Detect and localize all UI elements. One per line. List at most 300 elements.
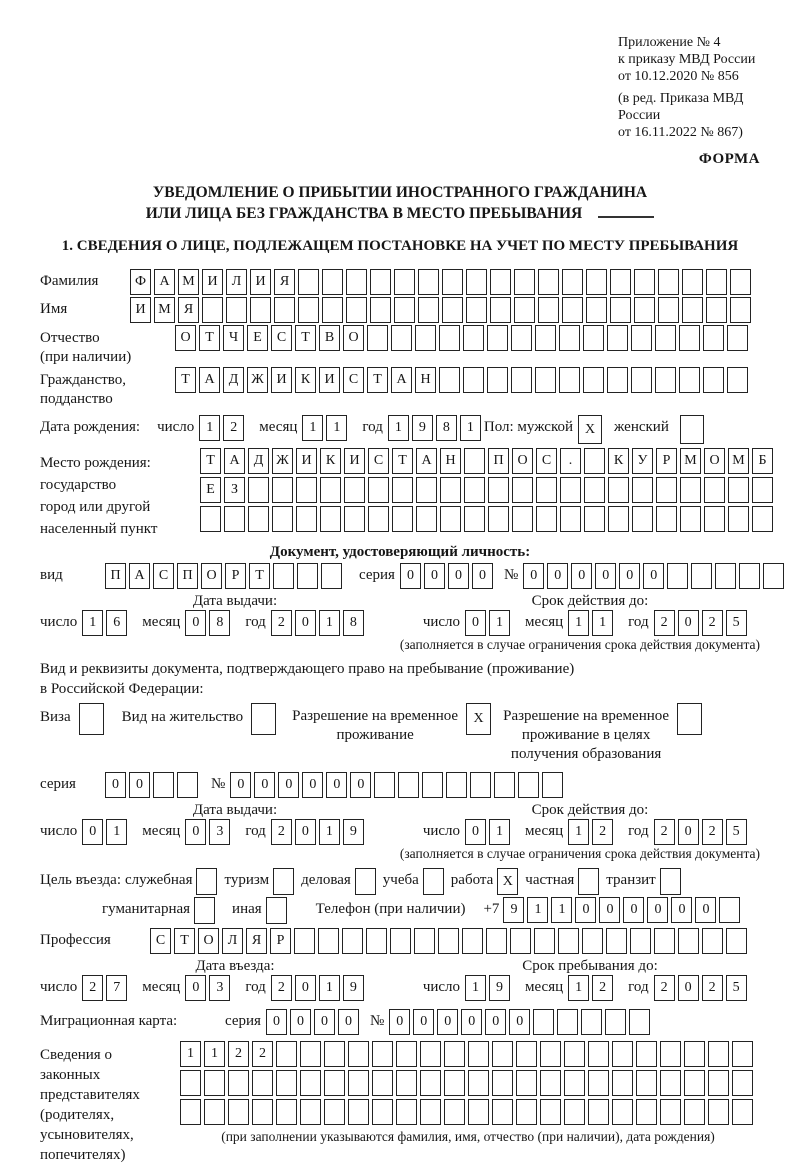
char-box[interactable] [516, 1041, 537, 1067]
char-box[interactable] [300, 1070, 321, 1096]
char-box[interactable] [715, 563, 736, 589]
char-box[interactable] [560, 477, 581, 503]
char-box[interactable]: П [177, 563, 198, 589]
char-box[interactable] [372, 1070, 393, 1096]
char-box[interactable]: 1 [302, 415, 323, 441]
char-box[interactable] [586, 297, 607, 323]
char-box[interactable] [538, 269, 559, 295]
char-box[interactable] [468, 1070, 489, 1096]
char-box[interactable] [492, 1070, 513, 1096]
char-box[interactable] [398, 772, 419, 798]
char-box[interactable]: 5 [726, 975, 747, 1001]
char-box[interactable]: 1 [82, 610, 103, 636]
char-box[interactable] [726, 928, 747, 954]
char-box[interactable] [730, 297, 751, 323]
char-box[interactable] [732, 1041, 753, 1067]
char-box[interactable] [487, 367, 508, 393]
char-box[interactable] [416, 477, 437, 503]
char-box[interactable] [533, 1009, 554, 1035]
char-box[interactable] [656, 506, 677, 532]
purpose-other-checkbox[interactable] [266, 897, 287, 924]
char-box[interactable]: 1 [489, 819, 510, 845]
char-box[interactable] [708, 1099, 729, 1125]
char-box[interactable] [228, 1070, 249, 1096]
char-box[interactable]: Р [225, 563, 246, 589]
char-box[interactable] [468, 1041, 489, 1067]
char-box[interactable]: 0 [671, 897, 692, 923]
char-box[interactable] [581, 1009, 602, 1035]
char-box[interactable]: 0 [485, 1009, 506, 1035]
char-box[interactable]: 0 [623, 897, 644, 923]
char-box[interactable] [582, 928, 603, 954]
char-box[interactable] [296, 506, 317, 532]
char-box[interactable]: 0 [185, 975, 206, 1001]
char-box[interactable] [636, 1041, 657, 1067]
char-box[interactable] [704, 506, 725, 532]
char-box[interactable] [557, 1009, 578, 1035]
char-box[interactable] [420, 1099, 441, 1125]
char-box[interactable]: И [250, 269, 271, 295]
char-box[interactable]: 0 [571, 563, 592, 589]
char-box[interactable]: Т [249, 563, 270, 589]
char-box[interactable]: В [319, 325, 340, 351]
char-box[interactable] [636, 1070, 657, 1096]
char-box[interactable]: И [202, 269, 223, 295]
char-box[interactable] [752, 506, 773, 532]
char-box[interactable] [204, 1070, 225, 1096]
char-box[interactable]: 1 [465, 975, 486, 1001]
char-box[interactable]: 0 [575, 897, 596, 923]
char-box[interactable] [510, 928, 531, 954]
char-box[interactable]: 2 [654, 610, 675, 636]
purpose-humanitarian-checkbox[interactable] [194, 897, 215, 924]
char-box[interactable] [684, 1070, 705, 1096]
char-box[interactable]: 0 [437, 1009, 458, 1035]
char-box[interactable]: С [153, 563, 174, 589]
char-box[interactable] [153, 772, 174, 798]
char-box[interactable] [560, 506, 581, 532]
char-box[interactable] [464, 506, 485, 532]
char-box[interactable] [763, 563, 784, 589]
char-box[interactable]: 9 [343, 975, 364, 1001]
char-box[interactable]: 2 [702, 610, 723, 636]
char-box[interactable]: 0 [290, 1009, 311, 1035]
char-box[interactable] [518, 772, 539, 798]
char-box[interactable] [584, 448, 605, 474]
char-box[interactable] [730, 269, 751, 295]
char-box[interactable] [583, 367, 604, 393]
char-box[interactable] [318, 928, 339, 954]
char-box[interactable] [684, 1041, 705, 1067]
char-box[interactable]: 8 [436, 415, 457, 441]
char-box[interactable] [708, 1041, 729, 1067]
char-box[interactable] [466, 269, 487, 295]
char-box[interactable]: 0 [465, 610, 486, 636]
char-box[interactable]: Б [752, 448, 773, 474]
char-box[interactable] [394, 297, 415, 323]
char-box[interactable]: 1 [326, 415, 347, 441]
char-box[interactable] [540, 1041, 561, 1067]
char-box[interactable] [610, 269, 631, 295]
char-box[interactable] [300, 1041, 321, 1067]
char-box[interactable] [535, 367, 556, 393]
char-box[interactable]: С [368, 448, 389, 474]
char-box[interactable] [463, 367, 484, 393]
char-box[interactable] [324, 1099, 345, 1125]
char-box[interactable]: О [512, 448, 533, 474]
char-box[interactable]: 0 [82, 819, 103, 845]
char-box[interactable] [344, 506, 365, 532]
char-box[interactable] [679, 325, 700, 351]
char-box[interactable] [667, 563, 688, 589]
char-box[interactable] [439, 325, 460, 351]
char-box[interactable] [463, 325, 484, 351]
char-box[interactable] [702, 928, 723, 954]
char-box[interactable]: И [130, 297, 151, 323]
char-box[interactable]: 1 [319, 610, 340, 636]
char-box[interactable] [368, 506, 389, 532]
char-box[interactable] [542, 772, 563, 798]
char-box[interactable] [180, 1070, 201, 1096]
char-box[interactable] [511, 325, 532, 351]
char-box[interactable]: 0 [413, 1009, 434, 1035]
char-box[interactable] [559, 367, 580, 393]
char-box[interactable] [660, 1070, 681, 1096]
char-box[interactable] [538, 297, 559, 323]
char-box[interactable] [438, 928, 459, 954]
char-box[interactable] [512, 477, 533, 503]
char-box[interactable]: 0 [448, 563, 469, 589]
char-box[interactable]: К [320, 448, 341, 474]
char-box[interactable]: Ч [223, 325, 244, 351]
char-box[interactable]: 0 [695, 897, 716, 923]
char-box[interactable] [300, 1099, 321, 1125]
char-box[interactable] [391, 325, 412, 351]
char-box[interactable]: 0 [678, 610, 699, 636]
char-box[interactable] [516, 1070, 537, 1096]
char-box[interactable] [228, 1099, 249, 1125]
char-box[interactable]: Л [222, 928, 243, 954]
char-box[interactable] [272, 477, 293, 503]
char-box[interactable] [607, 325, 628, 351]
char-box[interactable]: 2 [654, 819, 675, 845]
char-box[interactable] [588, 1099, 609, 1125]
char-box[interactable]: 0 [350, 772, 371, 798]
char-box[interactable]: 0 [400, 563, 421, 589]
char-box[interactable] [588, 1070, 609, 1096]
purpose-transit-checkbox[interactable] [660, 868, 681, 895]
char-box[interactable] [511, 367, 532, 393]
char-box[interactable] [440, 506, 461, 532]
char-box[interactable]: 0 [295, 610, 316, 636]
char-box[interactable]: 0 [424, 563, 445, 589]
char-box[interactable] [584, 477, 605, 503]
char-box[interactable]: Л [226, 269, 247, 295]
char-box[interactable]: Р [270, 928, 291, 954]
char-box[interactable] [752, 477, 773, 503]
char-box[interactable] [488, 506, 509, 532]
char-box[interactable] [444, 1041, 465, 1067]
char-box[interactable]: Ж [272, 448, 293, 474]
char-box[interactable]: 0 [338, 1009, 359, 1035]
char-box[interactable]: 1 [180, 1041, 201, 1067]
char-box[interactable] [370, 297, 391, 323]
char-box[interactable] [444, 1099, 465, 1125]
char-box[interactable]: 0 [230, 772, 251, 798]
char-box[interactable] [562, 269, 583, 295]
char-box[interactable]: 8 [343, 610, 364, 636]
char-box[interactable] [708, 1070, 729, 1096]
char-box[interactable] [655, 325, 676, 351]
char-box[interactable] [422, 772, 443, 798]
char-box[interactable] [727, 367, 748, 393]
char-box[interactable] [202, 297, 223, 323]
char-box[interactable]: 0 [185, 819, 206, 845]
char-box[interactable] [272, 506, 293, 532]
char-box[interactable]: Е [200, 477, 221, 503]
char-box[interactable] [462, 928, 483, 954]
char-box[interactable] [583, 325, 604, 351]
char-box[interactable] [444, 1070, 465, 1096]
char-box[interactable]: К [295, 367, 316, 393]
char-box[interactable]: 0 [599, 897, 620, 923]
char-box[interactable] [512, 506, 533, 532]
char-box[interactable] [605, 1009, 626, 1035]
char-box[interactable]: 0 [326, 772, 347, 798]
char-box[interactable] [248, 477, 269, 503]
char-box[interactable] [298, 269, 319, 295]
char-box[interactable]: 7 [106, 975, 127, 1001]
temp-residence-edu-checkbox[interactable] [677, 703, 702, 735]
char-box[interactable] [415, 325, 436, 351]
char-box[interactable] [374, 772, 395, 798]
char-box[interactable] [492, 1041, 513, 1067]
char-box[interactable] [494, 772, 515, 798]
char-box[interactable]: 0 [523, 563, 544, 589]
char-box[interactable] [464, 448, 485, 474]
char-box[interactable] [739, 563, 760, 589]
char-box[interactable] [558, 928, 579, 954]
purpose-official-checkbox[interactable] [196, 868, 217, 895]
char-box[interactable] [177, 772, 198, 798]
char-box[interactable] [298, 297, 319, 323]
char-box[interactable] [586, 269, 607, 295]
char-box[interactable] [392, 477, 413, 503]
char-box[interactable] [658, 297, 679, 323]
char-box[interactable] [564, 1070, 585, 1096]
char-box[interactable]: Т [367, 367, 388, 393]
char-box[interactable]: 0 [295, 975, 316, 1001]
purpose-private-checkbox[interactable] [578, 868, 599, 895]
char-box[interactable] [540, 1070, 561, 1096]
char-box[interactable] [420, 1041, 441, 1067]
char-box[interactable]: 0 [278, 772, 299, 798]
char-box[interactable] [658, 269, 679, 295]
char-box[interactable]: И [344, 448, 365, 474]
char-box[interactable] [654, 928, 675, 954]
char-box[interactable]: М [178, 269, 199, 295]
char-box[interactable] [320, 477, 341, 503]
char-box[interactable]: Я [178, 297, 199, 323]
char-box[interactable] [392, 506, 413, 532]
char-box[interactable] [464, 477, 485, 503]
char-box[interactable] [536, 506, 557, 532]
char-box[interactable] [691, 563, 712, 589]
char-box[interactable]: С [536, 448, 557, 474]
char-box[interactable] [703, 325, 724, 351]
char-box[interactable] [680, 477, 701, 503]
char-box[interactable]: 2 [223, 415, 244, 441]
char-box[interactable] [276, 1041, 297, 1067]
char-box[interactable]: О [201, 563, 222, 589]
char-box[interactable]: Я [246, 928, 267, 954]
char-box[interactable] [680, 506, 701, 532]
char-box[interactable]: 2 [271, 975, 292, 1001]
char-box[interactable]: 1 [199, 415, 220, 441]
char-box[interactable] [514, 269, 535, 295]
char-box[interactable] [274, 297, 295, 323]
char-box[interactable]: А [199, 367, 220, 393]
char-box[interactable] [516, 1099, 537, 1125]
char-box[interactable] [346, 269, 367, 295]
char-box[interactable]: А [391, 367, 412, 393]
char-box[interactable]: 0 [509, 1009, 530, 1035]
char-box[interactable] [366, 928, 387, 954]
char-box[interactable]: М [154, 297, 175, 323]
char-box[interactable]: 1 [568, 975, 589, 1001]
char-box[interactable] [200, 506, 221, 532]
char-box[interactable] [728, 506, 749, 532]
char-box[interactable] [612, 1041, 633, 1067]
char-box[interactable]: У [632, 448, 653, 474]
char-box[interactable]: 6 [106, 610, 127, 636]
char-box[interactable] [418, 269, 439, 295]
char-box[interactable]: О [704, 448, 725, 474]
char-box[interactable] [372, 1099, 393, 1125]
char-box[interactable] [607, 367, 628, 393]
char-box[interactable]: Е [247, 325, 268, 351]
male-checkbox[interactable]: X [578, 415, 602, 444]
char-box[interactable] [490, 269, 511, 295]
char-box[interactable] [514, 297, 535, 323]
char-box[interactable] [706, 297, 727, 323]
char-box[interactable]: 9 [489, 975, 510, 1001]
char-box[interactable] [370, 269, 391, 295]
char-box[interactable]: 2 [82, 975, 103, 1001]
char-box[interactable] [396, 1041, 417, 1067]
char-box[interactable] [636, 1099, 657, 1125]
char-box[interactable]: П [105, 563, 126, 589]
char-box[interactable] [584, 506, 605, 532]
char-box[interactable] [660, 1099, 681, 1125]
char-box[interactable] [346, 297, 367, 323]
char-box[interactable]: 1 [527, 897, 548, 923]
char-box[interactable] [606, 928, 627, 954]
char-box[interactable]: 5 [726, 610, 747, 636]
char-box[interactable] [180, 1099, 201, 1125]
char-box[interactable] [704, 477, 725, 503]
char-box[interactable]: 0 [254, 772, 275, 798]
char-box[interactable]: 9 [503, 897, 524, 923]
char-box[interactable] [250, 297, 271, 323]
char-box[interactable] [348, 1070, 369, 1096]
char-box[interactable]: 0 [678, 975, 699, 1001]
char-box[interactable] [276, 1099, 297, 1125]
char-box[interactable] [470, 772, 491, 798]
char-box[interactable] [294, 928, 315, 954]
char-box[interactable]: 0 [643, 563, 664, 589]
char-box[interactable]: О [175, 325, 196, 351]
char-box[interactable] [324, 1070, 345, 1096]
char-box[interactable] [204, 1099, 225, 1125]
char-box[interactable]: 2 [271, 610, 292, 636]
char-box[interactable]: Ф [130, 269, 151, 295]
char-box[interactable] [440, 477, 461, 503]
char-box[interactable]: О [343, 325, 364, 351]
char-box[interactable]: 1 [568, 819, 589, 845]
char-box[interactable] [610, 297, 631, 323]
char-box[interactable]: 3 [209, 975, 230, 1001]
char-box[interactable] [732, 1099, 753, 1125]
char-box[interactable] [488, 477, 509, 503]
char-box[interactable] [728, 477, 749, 503]
purpose-study-checkbox[interactable] [423, 868, 444, 895]
char-box[interactable]: 0 [302, 772, 323, 798]
char-box[interactable] [273, 563, 294, 589]
char-box[interactable]: 0 [314, 1009, 335, 1035]
char-box[interactable]: 5 [726, 819, 747, 845]
char-box[interactable] [372, 1041, 393, 1067]
char-box[interactable]: 1 [319, 975, 340, 1001]
char-box[interactable] [468, 1099, 489, 1125]
char-box[interactable] [367, 325, 388, 351]
char-box[interactable] [534, 928, 555, 954]
char-box[interactable]: 1 [489, 610, 510, 636]
char-box[interactable] [252, 1099, 273, 1125]
char-box[interactable] [252, 1070, 273, 1096]
char-box[interactable]: 0 [647, 897, 668, 923]
char-box[interactable]: Т [200, 448, 221, 474]
char-box[interactable] [727, 325, 748, 351]
char-box[interactable]: 0 [595, 563, 616, 589]
char-box[interactable]: 2 [271, 819, 292, 845]
char-box[interactable]: 2 [592, 819, 613, 845]
char-box[interactable] [608, 506, 629, 532]
char-box[interactable]: 0 [129, 772, 150, 798]
char-box[interactable]: 0 [185, 610, 206, 636]
char-box[interactable]: И [319, 367, 340, 393]
char-box[interactable] [630, 928, 651, 954]
char-box[interactable]: Я [274, 269, 295, 295]
char-box[interactable] [390, 928, 411, 954]
char-box[interactable]: . [560, 448, 581, 474]
char-box[interactable]: Т [295, 325, 316, 351]
char-box[interactable] [276, 1070, 297, 1096]
char-box[interactable] [226, 297, 247, 323]
char-box[interactable]: Н [415, 367, 436, 393]
char-box[interactable] [224, 506, 245, 532]
char-box[interactable]: 1 [319, 819, 340, 845]
char-box[interactable] [322, 297, 343, 323]
char-box[interactable] [564, 1041, 585, 1067]
visa-checkbox[interactable] [79, 703, 104, 735]
char-box[interactable]: А [154, 269, 175, 295]
char-box[interactable] [655, 367, 676, 393]
char-box[interactable] [321, 563, 342, 589]
purpose-tourism-checkbox[interactable] [273, 868, 294, 895]
char-box[interactable] [420, 1070, 441, 1096]
char-box[interactable]: 0 [678, 819, 699, 845]
